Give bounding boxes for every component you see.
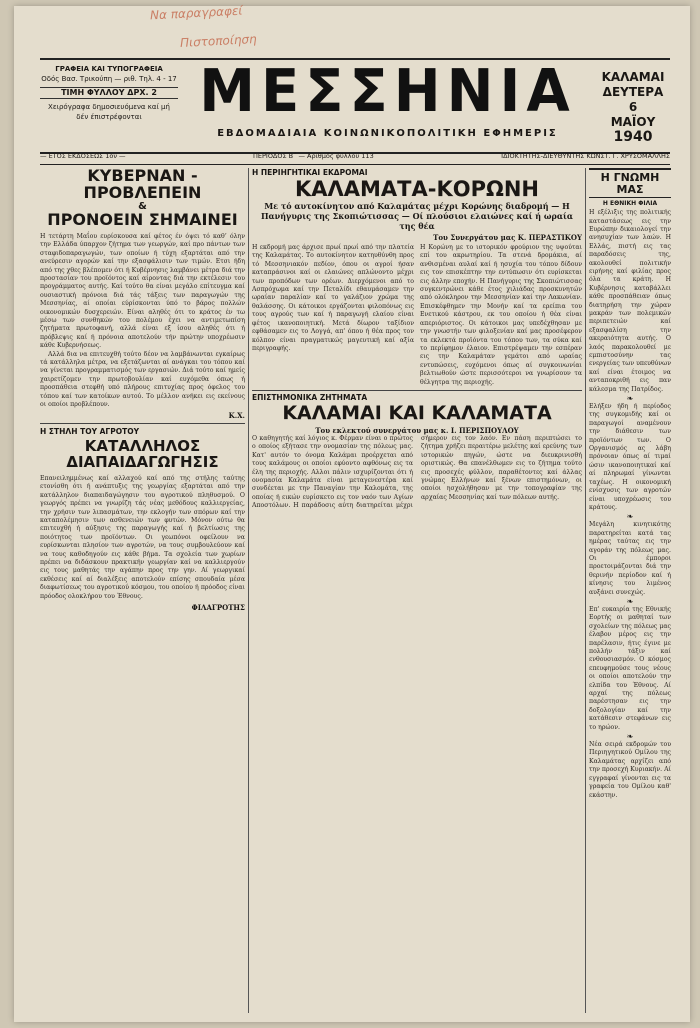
headline-kalamai-kalamata: ΚΑΛΑΜΑΙ ΚΑΙ ΚΑΛΑΜΑΤΑ bbox=[282, 401, 552, 424]
column-left bbox=[40, 168, 245, 1018]
column-divider bbox=[248, 168, 249, 1013]
publication-year: — ΕΤΟΣ ΕΚΔΟΣΕΩΣ 1ον — bbox=[40, 152, 126, 160]
science-byline: Του εκλεκτού συνεργάτου μας κ. Ι. ΠΕΡΙΣΠΟΥΛΟΥ bbox=[315, 425, 519, 435]
column-divider-2 bbox=[585, 168, 586, 1013]
weekday: ΔΕΥΤΕΡΑ bbox=[602, 85, 664, 99]
article-govern-signature: Κ.Χ. bbox=[228, 411, 245, 421]
opinion-body-2: Ελήξεν ήδη ή περίοδος της συγκομιδής καί οι παραγωγοί αναμένουν την διάθεσιν των προϊόντων των. Ο Οργανισμός ας λάβη πρόνοιαν όπως αί τιμαί ώσιν ικανοποιητικαί καί αί πληρωμαί γίνωνται ταχέως. Η οικονομική ενίσχυσις των αγροτών είναι υποχρέωσις του κράτους. bbox=[589, 403, 671, 511]
article-education-signature: ΦΙΛΑΓΡΟΤΗΣ bbox=[191, 603, 245, 613]
newspaper-subtitle: ΕΒΔΟΜΑΔΙΑΙΑ ΚΟΙΝΩΝΙΚΟΠΟΛΙΤΙΚΗ ΕΦΗΜΕΡΙΣ bbox=[217, 128, 558, 139]
manuscripts-note: Χειρόγραφα δημοσιευόμενα καί μή bbox=[48, 103, 170, 111]
opinion-body-5: Νέα σειρά εκδρομών του Περιηγητικού Ομίλου της Καλαμάτας αρχίζει από την προσεχή Κυριακήν. Αί εγγραφαί γίνονται εις τα γραφεία του Ομίλου καθ' εκάστην. bbox=[589, 741, 671, 799]
newspaper-title: ΜΕΣΣΗΝΙΑ bbox=[199, 57, 576, 126]
headline-govern: ΚΥΒΕΡΝΑΝ - ΠΡΟΒΛΕΠΕΙΝ bbox=[83, 168, 202, 202]
handwritten-note-top: Να παραγραφεί bbox=[149, 3, 243, 23]
excursion-body-right: Η Κορώνη με το ιστορικόν φρούριον της υψούται επί του ακρωτηρίου. Τα στενά δρομάκια, αί ανθισμέναι αυλαί καί ή ησυχία του τόπου δίδουν εις τον επισκέπτην την εντύπωσιν ότι ευρίσκεται εις άλλην εποχήν. Η Πανήγυρις της Σκοπιώτισσας συγκεντρώνει κάθε έτος χιλιάδας προσκυνητών από ολόκληρον την Μεσσηνίαν καί την Λακωνίαν. Επισκέφθημεν την Μονήν καί τα ερείπια του Ενετικού κάστρου, εκ του οποίου ή θέα είναι απεριόριστος. Οι κάτοικοι μας υπεδέχθησαν με την γνωστήν των φιλοξενίαν καί μας προσέφερον τα εκλεκτά προϊόντα του τόπου των, τα σύκα καί το περίφημον έλαιον. Επιστρέψαμεν την εσπέραν εις την Καλαμάταν γεμάτοι από ωραίας εντυπώσεις, ευχόμενοι όπως αί συγκοινωνίαι βελτιωθούν ώστε περισσότεροι να γνωρίσουν τα θέλγητρα της περιοχής. bbox=[420, 244, 582, 386]
column-center bbox=[252, 168, 582, 1018]
article-education-body: Επανειλημμένως καί αλλαχού καί από της στήλης ταύτης ετονίσθη ότι ή ανάπτυξις της γεωργίας εξαρτάται από την κατάλληλον διαπαιδαγώγησιν του αγροτικού πληθυσμού. Ο γεωργός πρέπει να γνωρίζη τάς νέας μεθόδους καλλιεργείας, την χρήσιν των λιπασμάτων, την εκλογήν των σπόρων καί την καταπολέμησιν των ασθενειών των φυτών. Μόνον ούτω θα επιτευχθή ή αύξησις της παραγωγής καί ή βελτίωσις της ποιότητος των προϊόντων. Οι γεωπόνοι οφείλουν να ευρίσκωνται πλησίον των αγροτών, να τους συμβουλεύουν καί να τους καθοδηγούν εις κάθε βήμα. Τα σχολεία των χωρίων πρέπει να διδάσκουν πρακτικήν γεωργίαν καί να καλλιεργούν εις τους μαθητάς την αγάπην προς την γην. Αί γεωργικαί εκθέσεις καί αί διαλέξεις αποτελούν επίσης σπουδαία μέσα διαφωτίσεως του αγροτικού κόσμου, του οποίου ή πρόοδος είναι πρόοδος ολοκλήρου του Έθνους. bbox=[40, 474, 245, 600]
office-label: ΓΡΑΦΕΙΑ ΚΑΙ ΤΥΠΟΓΡΑΦΕΙΑ bbox=[55, 65, 163, 73]
article-govern-body-2: Αλλά δια να επιτευχθή τούτο δέον να λαμβάνωνται εγκαίρως τά κατάλληλα μέτρα, να εξετάζωνται αί ανάγκαι του τόπου καί να γίνεται προγραμματισμός των εργασιών. Διά τούτο καί ημείς χαιρετίζομεν την πρωτοβουλίαν καί ευχόμεθα όπως ή προσπάθεια στεφθή υπό πλήρους επιτυχίας προς όφελος του τόπου καί των κατοίκων αυτού. Το μέλλον ανήκει εις εκείνους οι οποίοι προβλέπουν. bbox=[40, 350, 245, 409]
science-kicker: ΕΠΙΣΤΗΜΟΝΙΚΑ ΖΗΤΗΜΑΤΑ bbox=[252, 392, 368, 402]
excursion-body-left: Η εκδρομή μας άρχισε πρωί πρωί από την πλατεία της Καλαμάτας. Το αυτοκίνητον κατηυθύνθη προς τό Μεσσηνιακόν πεδίον, όπου οι αγροί ήσαν καταπράσινοι καί οι ελαιώνες απλώνοντο μέχρι των προπόδων των ορέων. Διερχόμενοι από το Ασπρόχωμα καί την Πεταλίδι εθαυμάσαμεν την ωραίαν παραλίαν καί το γαλάζιον χρώμα της θαλάσσης. Οι κάτοικοι εργάζονται φιλοπόνως εις τους αγρούς των καί ή παραγωγή ελαίου είναι φέτος ικανοποιητική. Μετά δίωρον ταξίδιον εφθάσαμεν εις το Λογγά, απ' όπου ή θέα προς τον κόλπον είναι πραγματικώς μαγευτική καί αξία περιγραφής. bbox=[252, 244, 414, 352]
opinion-body-3: Μεγάλη κινητικότης παρατηρείται κατά τας ημέρας ταύτας εις την αγοράν της πόλεως μας. Οι έμποροι προετοιμάζονται διά την θερινήν περίοδον καί ή κίνησις του λιμένος αυξάνει συνεχώς. bbox=[589, 521, 671, 596]
year: 1940 bbox=[613, 129, 653, 145]
issue-price: ΤΙΜΗ ΦΥΛΛΟΥ ΔΡΧ. 2 bbox=[40, 87, 178, 99]
owner-director: ΙΔΙΟΚΤΗΤΗΣ-ΔΙΕΥΘΥΝΤΗΣ ΚΩΝΣΤ. Γ. ΧΡΥΣΟΜΑΛΛΗΣ bbox=[501, 152, 670, 160]
issue-period: ΠΕΡΙΟΔΟΣ Β΄ — Αριθμός φύλλου 113 bbox=[252, 152, 374, 160]
day-number: 6 bbox=[628, 100, 638, 114]
masthead-left-box bbox=[40, 64, 178, 122]
excursion-deck: Με τό αυτοκίνητον από Καλαμάτας μέχρι Κορώνης διαδρομή — Η Πανήγυρις της Σκοπιώτισσας — Οί πλούσιοι ελαιώνες καί ή ωραία της θέα bbox=[260, 201, 574, 232]
opinion-body-4: Επ' ευκαιρία της Εθνικής Εορτής οι μαθηταί των σχολείων της πόλεως μας έλαβον μέρος εις την παρέλασιν, ήτις έγινε με πολλήν τάξιν καί ενθουσιασμόν. Ο κόσμος επευφημούσε τους νέους οι οποίοι αποτελούν την ελπίδα του Έθνους. Αί αρχαί της πόλεως παρέστησαν εις την δοξολογίαν καί την κατάθεσιν στεφάνων εις το ηρώον. bbox=[589, 605, 671, 731]
office-address: Οδός Βασ. Τρικούπη — ριθ. Τηλ. 4 - 17 bbox=[41, 75, 177, 83]
ornament-divider-3: ❧ bbox=[626, 596, 634, 606]
month: ΜΑΪΟΥ bbox=[610, 115, 656, 129]
opinion-body-1: Η εξέλιξις της πολιτικής καταστάσεως εις την Ευρώπην δικαιολογεί την ανησυχίαν των λαών. Η Ελλάς, πιστή εις τας παραδόσεις της, ακολουθεί πολιτικήν ειρήνης καί φιλίας προς όλα τα κράτη. Η Κυβέρνησις καταβάλλει κάθε προσπάθειαν όπως διατηρήση την χώραν μακράν των πολεμικών περιπετειών καί εξασφαλίση την ακεραιότητα αυτής. Ο λαός παρακολουθεί με εμπιστοσύνην τας ενεργείας των υπευθύνων καί είναι έτοιμος να ανταποκριθή εις παν κάλεσμα της Πατρίδος. bbox=[589, 209, 671, 393]
headline-kalamata-koroni: ΚΑΛΑΜΑΤΑ-ΚΟΡΩΝΗ bbox=[295, 177, 539, 201]
handwritten-note-second: Πιστοποίηση bbox=[179, 32, 258, 50]
ornament-divider-2: ❧ bbox=[626, 512, 634, 522]
city: ΚΑΛΑΜΑΙ bbox=[601, 70, 665, 84]
excursion-kicker: Η ΠΕΡΙΗΓΗΤΙΚΑΙ ΕΚΔΡΟΜΑΙ bbox=[252, 168, 368, 177]
info-bar bbox=[40, 152, 670, 165]
science-body: Ο καθηγητής καί λόγιος κ. Φέρμαν είναι ο πρώτος ο οποίος εξήτασε την ονομασίαν της πόλεως μας. Κατ' αυτόν το όνομα Καλάμαι προέρχεται από τους καλάμους οι οποίοι εφύοντο αφθόνως εις τα έλη της περιοχής. Αλλοι πάλιν ισχυρίζονται ότι ή ονομασία Καλαμάτα είναι μεταγενεστέρα καί συνδέεται με την Παναγίαν την Καλομάτα, της οποίας ή εικών ευρίσκετο εις τον ναόν των Αγίων Αποστόλων. Η παράδοσις αύτη διατηρείται μέχρι σήμερον εις τον λαόν. Εν πάση περιπτώσει το ζήτημα χρήζει περαιτέρω μελέτης καί ερεύνης των ιστορικών πηγών, ώστε να διευκρινισθή οριστικώς. Θα επανέλθωμεν εις το ζήτημα τούτο εις προσεχές φύλλον, παραθέτοντες καί άλλας γνώμας Ελλήνων καί ξένων επιστημόνων, οι οποίοι ησχολήθησαν με την τοπογραφίαν της αρχαίας Μεσσηνίας καί των πόλεων αυτής. bbox=[252, 434, 582, 510]
headline-our-opinion: Η ΓΝΩΜΗ ΜΑΣ bbox=[589, 168, 671, 198]
ornament-divider: ❧ bbox=[626, 394, 634, 404]
headline-education: ΚΑΤΑΛΛΗΛΟΣ ΔΙΑΠΑΙΔΑΓΩΓΗΣΙΣ bbox=[66, 437, 219, 472]
farmer-column-kicker: Η ΣΤΗΛΗ ΤΟΥ ΑΓΡΟΤΟΥ bbox=[40, 427, 140, 437]
headline-foresight: ΠΡΟΝΟΕΙΝ ΣΗΜΑΙΝΕΙ bbox=[47, 210, 238, 230]
masthead-date-box bbox=[596, 70, 670, 145]
article-govern-body-1: Η τετάρτη Μαΐου ευρίσκουσα καί φέτος έν όψει τό καθ’ όλην την Ελλάδα ύπαρχον ζήτημα των γεωργών, καί προ πάντων των σταφιδοπαραγωγών, των οποίων ή τύχη εξαρτάται από την ανεύρεσιν αγορών καί την εξασφάλισιν των τιμών. Ετσι ήδη από της χθες βλέπομεν ότι ή Κυβέρνησις λαμβάνει μέτρα διά την προστασίαν του προϊόντος καί αίροντας διά την εκτέλεσιν του προγράμματος αυτής. Καί τούτο θα είναι μεγάλο επίτευγμα καί ουσιαστική πρόνοια διά τάς τάξεις των παραγωγών της Μεσσηνίας, αί οποίαι εύρίσκονται ύπό το βάρος πολλών οικονομικών δυσχερειών. Είναι αληθές ότι το κράτος έν τω μέσω των συνθηκών του πολέμου έχει να αντιμετωπίση ζητήματα πρωτοφανή, αλλά είναι εξ ίσου αληθές ότι ή πρόβλεψις καί ή πρόνοια αποτελούν τήν πρώτην υποχρέωσιν κάθε Κυβερνήσεως. bbox=[40, 232, 245, 350]
headline-amp: & bbox=[138, 200, 147, 212]
ornament-divider-4: ❧ bbox=[626, 732, 634, 742]
manuscripts-note-2: δέν έπιστρέφονται bbox=[76, 113, 142, 121]
opinion-kicker: Η ΕΘΝΙΚΗ ΦΙΛΙΑ bbox=[602, 200, 658, 208]
excursion-byline: Του Συνεργάτου μας Κ. ΠΕΡΑΣΤΙΚΟΥ bbox=[433, 233, 582, 243]
column-right bbox=[589, 168, 671, 1018]
masthead bbox=[40, 58, 670, 154]
